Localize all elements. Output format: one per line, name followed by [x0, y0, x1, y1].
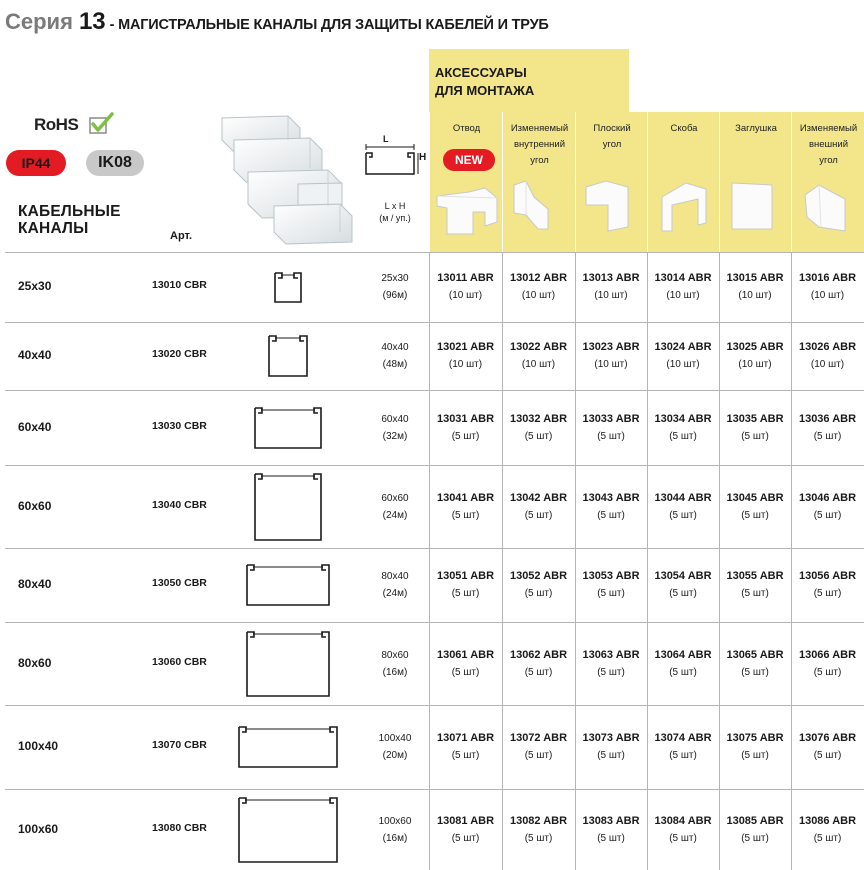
accessory-qty: (5 шт) [741, 832, 769, 844]
row-divider [5, 465, 864, 466]
accessory-code: 13024 ABR [654, 341, 712, 353]
accessory-qty: (5 шт) [741, 509, 769, 521]
accessory-qty: (5 шт) [597, 588, 625, 599]
accessory-code: 13044 ABR [654, 491, 712, 504]
cable-channels-photo [218, 110, 358, 250]
accessory-code: 13054 ABR [654, 570, 712, 582]
accessory-qty: (5 шт) [813, 588, 842, 599]
channel-size: 80x40 [18, 577, 52, 591]
row-divider [5, 390, 864, 391]
accessory-qty: (10 шт) [738, 290, 772, 301]
accessory-cell [791, 813, 864, 847]
channel-profile-icon [253, 406, 323, 450]
channel-profile-icon [237, 725, 339, 769]
accessory-qty: (10 шт) [810, 359, 845, 370]
accessory-cell [719, 730, 791, 764]
accessory-cell [575, 647, 647, 681]
accessory-qty: (10 шт) [448, 359, 483, 370]
accessory-cell [575, 270, 647, 304]
inner-angle-icon [508, 177, 572, 235]
channel-pack: (96м) [382, 290, 408, 301]
accessory-code: 13083 ABR [582, 814, 640, 827]
accessory-code: 13073 ABR [582, 732, 640, 744]
accessory-qty: (5 шт) [741, 666, 769, 678]
row-divider [5, 622, 864, 623]
accessory-code: 13065 ABR [726, 648, 784, 661]
accessory-cell [429, 339, 502, 373]
accessory-code: 13026 ABR [798, 341, 857, 353]
accessory-cell [791, 339, 864, 373]
accessory-code: 13021 ABR [436, 341, 495, 353]
title-series: Серия [5, 9, 73, 34]
accessory-cell [429, 730, 502, 764]
channel-profile-icon [237, 796, 339, 864]
accessory-cell [719, 647, 791, 681]
accessory-code: 13033 ABR [582, 412, 640, 425]
accessory-code: 13085 ABR [726, 814, 784, 827]
channel-article: 13040 CBR [152, 498, 207, 511]
accessories-title-line1: АКСЕССУАРЫ [435, 65, 527, 80]
accessory-label: угол [819, 155, 838, 166]
accessory-qty: (5 шт) [451, 588, 480, 599]
accessory-cell [429, 490, 502, 524]
accessory-cell [719, 411, 791, 445]
accessory-code: 13032 ABR [509, 412, 568, 425]
channel-lxh: 60x40 [381, 413, 409, 425]
accessory-label: угол [602, 139, 622, 150]
accessory-code: 13045 ABR [726, 491, 784, 504]
accessories-heading [429, 49, 629, 112]
accessory-qty: (5 шт) [669, 430, 697, 442]
row-divider [5, 252, 864, 253]
accessory-code: 13081 ABR [436, 814, 495, 827]
accessory-code: 13041 ABR [436, 491, 495, 504]
accessory-cell [429, 411, 502, 445]
accessory-code: 13036 ABR [798, 412, 857, 425]
accessory-label: внешний [808, 139, 849, 150]
channel-dimensions [366, 490, 424, 524]
accessory-cell [719, 339, 791, 373]
accessory-cell [719, 568, 791, 602]
accessory-cell [791, 730, 864, 764]
accessory-cell [647, 568, 719, 602]
accessory-cell [647, 730, 719, 764]
accessory-qty: (5 шт) [741, 430, 769, 442]
accessory-label: Изменяемый [799, 123, 858, 134]
accessory-qty: (5 шт) [451, 750, 480, 761]
accessory-qty: (5 шт) [741, 588, 769, 599]
accessory-code: 13016 ABR [798, 272, 857, 284]
row-divider [5, 705, 864, 706]
accessory-qty: (5 шт) [813, 666, 842, 678]
accessory-label: Скоба [670, 123, 698, 134]
accessory-cell [719, 813, 791, 847]
lxh-line1: L x H [384, 201, 406, 211]
clip-icon [652, 177, 716, 235]
page-title [5, 8, 549, 36]
accessory-code: 13076 ABR [798, 732, 857, 744]
channel-lxh: 25x30 [381, 273, 409, 284]
accessory-code: 13084 ABR [654, 814, 712, 827]
accessory-qty: (5 шт) [813, 509, 842, 521]
accessory-cell [429, 647, 502, 681]
accessory-cell [791, 490, 864, 524]
ip44-badge: IP44 [6, 150, 66, 176]
accessory-cell [647, 339, 719, 373]
accessory-cell [647, 647, 719, 681]
accessory-qty: (5 шт) [524, 509, 553, 521]
row-divider [5, 789, 864, 790]
accessory-code: 13061 ABR [436, 648, 495, 661]
accessory-code: 13031 ABR [436, 412, 495, 425]
accessory-cell [502, 730, 575, 764]
accessory-cell [502, 270, 575, 304]
accessory-cell [791, 568, 864, 602]
title-subtitle: - МАГИСТРАЛЬНЫЕ КАНАЛЫ ДЛЯ ЗАЩИТЫ КАБЕЛЕЙ И ТРУБ [109, 17, 549, 33]
channel-size: 80x60 [18, 655, 52, 670]
accessory-qty: (5 шт) [451, 832, 480, 844]
accessory-label: Плоский [593, 123, 631, 134]
accessory-label: Заглушка [735, 123, 777, 134]
accessory-qty: (10 шт) [594, 359, 628, 370]
accessory-qty: (5 шт) [597, 750, 625, 761]
channel-lxh: 100x40 [378, 733, 412, 744]
accessory-code: 13012 ABR [509, 272, 568, 284]
accessory-cell [502, 490, 575, 524]
lxh-heading [372, 200, 418, 224]
channel-size: 60x60 [18, 498, 52, 513]
accessory-qty: (5 шт) [451, 509, 480, 521]
channel-lxh: 60x60 [381, 492, 409, 504]
accessory-qty: (10 шт) [810, 290, 845, 301]
accessory-code: 13043 ABR [582, 491, 640, 504]
accessory-column [719, 112, 792, 252]
row-divider [5, 548, 864, 549]
accessory-qty: (5 шт) [597, 430, 625, 442]
accessory-qty: (5 шт) [669, 509, 697, 521]
accessory-code: 13066 ABR [798, 648, 857, 661]
accessory-code: 13011 ABR [437, 272, 494, 284]
accessory-cell [502, 813, 575, 847]
accessory-cell [791, 411, 864, 445]
channel-lxh: 80x40 [381, 571, 409, 582]
accessory-cell [647, 490, 719, 524]
accessory-qty: (5 шт) [813, 430, 842, 442]
accessory-code: 13053 ABR [582, 570, 640, 582]
accessory-qty: (10 шт) [521, 290, 556, 301]
accessory-cell [429, 813, 502, 847]
channel-pack: (24м) [382, 509, 408, 521]
accessory-cell [575, 813, 647, 847]
accessory-cell [791, 647, 864, 681]
accessory-cell [429, 568, 502, 602]
accessory-code: 13015 ABR [726, 272, 784, 284]
rohs-label: RoHS [34, 115, 79, 134]
channel-pack: (24м) [382, 588, 408, 599]
accessory-qty: (10 шт) [521, 359, 556, 370]
accessory-column [647, 112, 720, 252]
accessory-qty: (5 шт) [813, 832, 842, 844]
article-heading: Арт. [170, 230, 192, 242]
channel-pack: (48м) [382, 359, 408, 370]
accessories-title-line2: ДЛЯ МОНТАЖА [435, 83, 535, 98]
accessory-label: Изменяемый [510, 123, 569, 134]
channel-size: 100x40 [18, 739, 59, 753]
cable-heading-line2: КАНАЛЫ [18, 220, 89, 237]
channel-size: 25x30 [18, 279, 52, 293]
accessory-code: 13034 ABR [654, 412, 712, 425]
cable-heading-line1: КАБЕЛЬНЫЕ [18, 203, 121, 220]
lxh-line2: (м / уп.) [379, 213, 411, 223]
row-divider [5, 322, 864, 323]
channel-pack: (16м) [382, 832, 408, 844]
accessory-qty: (5 шт) [597, 832, 625, 844]
channel-article: 13020 CBR [152, 348, 207, 360]
cable-channels-heading [18, 203, 121, 237]
accessory-qty: (5 шт) [597, 666, 625, 678]
accessory-cell [647, 270, 719, 304]
end-cap-icon [724, 177, 788, 235]
accessory-qty: (5 шт) [741, 750, 769, 761]
dim-label-h: H [419, 152, 427, 163]
accessory-qty: (5 шт) [669, 588, 697, 599]
channel-lxh: 100x60 [378, 815, 412, 827]
accessory-cell [575, 411, 647, 445]
accessory-code: 13035 ABR [726, 412, 784, 425]
accessory-cell [719, 490, 791, 524]
accessory-code: 13064 ABR [654, 648, 712, 661]
accessory-code: 13072 ABR [509, 732, 568, 744]
accessory-code: 13022 ABR [509, 341, 568, 353]
accessory-code: 13051 ABR [436, 570, 495, 582]
channel-article: 13060 CBR [152, 655, 207, 668]
rohs-check-icon [88, 112, 114, 136]
dim-label-l: L [383, 134, 389, 144]
channel-pack: (20м) [382, 750, 408, 761]
accessory-cell [502, 568, 575, 602]
accessory-qty: (10 шт) [738, 359, 772, 370]
accessory-qty: (10 шт) [666, 290, 700, 301]
accessory-column [575, 112, 648, 252]
accessory-column [791, 112, 864, 252]
channel-dimensions [366, 730, 424, 764]
accessory-code: 13025 ABR [726, 341, 784, 353]
accessory-label: внутренний [513, 139, 566, 150]
accessory-qty: (5 шт) [524, 750, 553, 761]
channel-profile-icon [267, 334, 309, 378]
accessory-qty: (5 шт) [451, 430, 480, 442]
channel-dimensions [366, 339, 424, 373]
accessory-cell [429, 270, 502, 304]
accessory-code: 13055 ABR [726, 570, 784, 582]
accessory-cell [502, 339, 575, 373]
accessory-cell [502, 411, 575, 445]
channel-article: 13030 CBR [152, 419, 207, 432]
accessory-code: 13013 ABR [582, 272, 640, 284]
accessory-qty: (5 шт) [669, 750, 697, 761]
accessory-code: 13052 ABR [509, 570, 568, 582]
accessory-qty: (5 шт) [669, 832, 697, 844]
accessory-code: 13074 ABR [654, 732, 712, 744]
accessory-cell [791, 270, 864, 304]
accessory-column [502, 112, 576, 252]
channel-pack: (16м) [382, 666, 408, 678]
accessory-code: 13063 ABR [582, 648, 640, 661]
accessory-cell [502, 647, 575, 681]
channel-profile-icon [245, 630, 331, 698]
accessory-qty: (5 шт) [524, 832, 553, 844]
accessory-code: 13014 ABR [654, 272, 712, 284]
new-badge: NEW [443, 149, 495, 171]
accessory-label: угол [530, 155, 549, 166]
accessory-qty: (5 шт) [597, 509, 625, 521]
channel-dimensions [366, 813, 424, 847]
accessory-qty: (5 шт) [451, 666, 480, 678]
accessory-cell [575, 730, 647, 764]
channel-pack: (32м) [382, 430, 408, 442]
accessory-qty: (5 шт) [813, 750, 842, 761]
accessory-qty: (10 шт) [594, 290, 628, 301]
accessory-code: 13042 ABR [509, 491, 568, 504]
channel-lxh: 80x60 [381, 649, 409, 661]
accessory-qty: (10 шт) [448, 290, 483, 301]
channel-profile-icon [253, 472, 323, 542]
accessory-code: 13082 ABR [509, 814, 568, 827]
channel-dimensions [366, 568, 424, 602]
accessory-code: 13046 ABR [798, 491, 857, 504]
elbow-icon [435, 182, 499, 240]
accessory-cell [647, 411, 719, 445]
accessory-qty: (5 шт) [669, 666, 697, 678]
channel-size: 60x40 [18, 419, 52, 434]
ik08-badge: IK08 [86, 150, 144, 176]
accessory-code: 13086 ABR [798, 814, 857, 827]
channel-dimensions [366, 270, 424, 304]
accessory-code: 13062 ABR [509, 648, 568, 661]
channel-profile-icon [245, 563, 331, 607]
accessory-qty: (10 шт) [666, 359, 700, 370]
channel-dimensions [366, 647, 424, 681]
accessory-qty: (5 шт) [524, 430, 553, 442]
accessory-column [429, 112, 503, 252]
accessory-cell [719, 270, 791, 304]
accessory-qty: (5 шт) [524, 588, 553, 599]
accessory-cell [647, 813, 719, 847]
accessory-code: 13023 ABR [582, 341, 640, 353]
accessory-code: 13056 ABR [798, 570, 857, 582]
channel-article: 13050 CBR [152, 577, 207, 589]
accessory-cell [575, 490, 647, 524]
accessory-label: Отвод [452, 123, 481, 134]
channel-article: 13070 CBR [152, 739, 207, 751]
channel-profile-icon [273, 271, 303, 304]
flat-angle-icon [580, 177, 644, 235]
channel-dimensions [366, 411, 424, 445]
channel-size: 100x60 [18, 821, 59, 836]
channel-article: 13010 CBR [152, 279, 207, 291]
accessory-qty: (5 шт) [524, 666, 553, 678]
outer-angle-icon [797, 177, 861, 235]
accessory-code: 13071 ABR [436, 732, 495, 744]
channel-article: 13080 CBR [152, 821, 207, 834]
title-number: 13 [78, 8, 106, 35]
accessory-cell [575, 568, 647, 602]
accessory-code: 13075 ABR [726, 732, 784, 744]
channel-lxh: 40x40 [381, 342, 409, 353]
accessory-cell [575, 339, 647, 373]
channel-size: 40x40 [18, 348, 52, 362]
